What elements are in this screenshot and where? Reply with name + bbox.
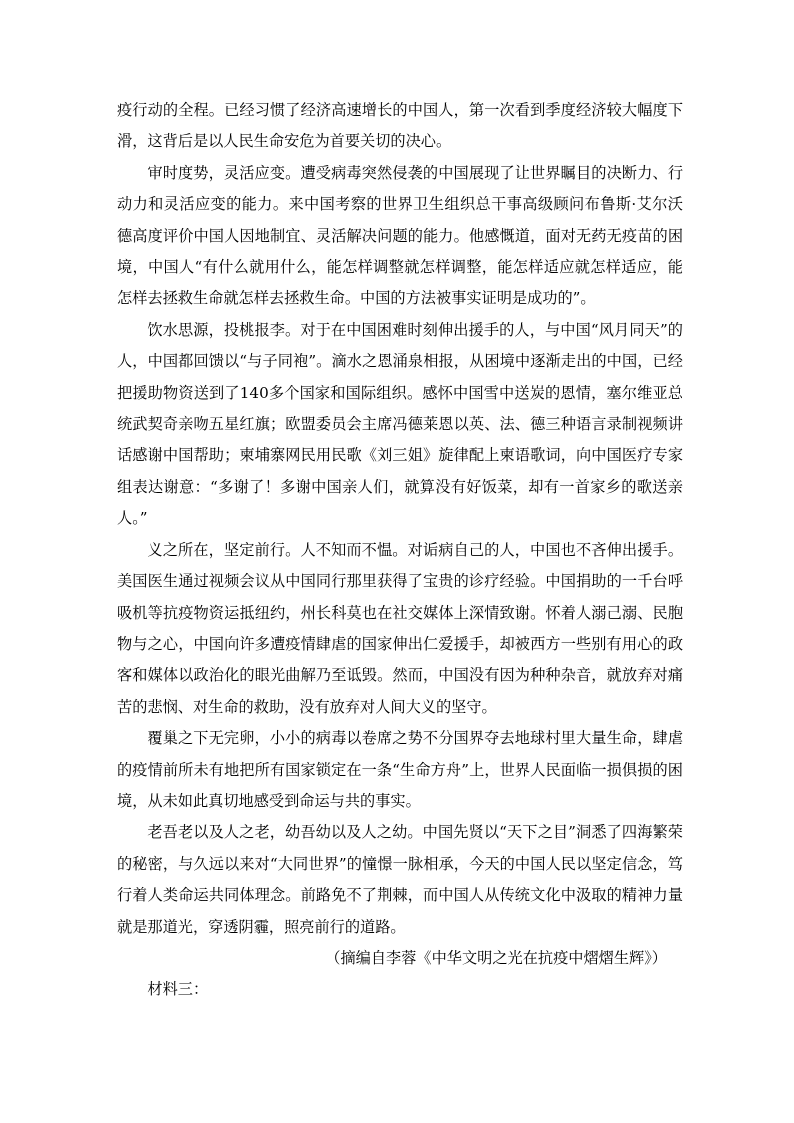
paragraph-adaptability: 审时度势，灵活应变。遭受病毒突然侵袭的中国展现了让世界瞩目的决断力、行动力和灵活应变的能力。来中国考察的世界卫生组织总干事高级顾问布鲁斯·艾尔沃德高度评价中国人因地制宜、灵活解决问题的能力。他感慨道，面对无药无疫苗的困境，中国人“有什么就用什么，能怎样调整就怎样调整，能怎样适应就怎样适应，能怎样去拯救生命就怎样去拯救生命。中国的方法被事实证明是成功的”。 (117, 163, 683, 308)
paragraph-righteousness: 义之所在，坚定前行。人不知而不愠。对诟病自己的人，中国也不吝伸出援手。美国医生通过视频会议从中国同行那里获得了宝贵的诊疗经验。中国捐助的一千台呼吸机等抗疫物资运抵纽约，州长科莫也在社交媒体上深情致谢。怀着人溺己溺、民胞物与之心，中国向许多遭疫情肆虐的国家伸出仁爱援手，却被西方一些别有用心的政客和媒体以政治化的眼光曲解乃至诋毁。然而，中国没有因为种种杂音，就放弃对痛苦的悲悯、对生命的救助，没有放弃对人间大义的坚守。 (117, 540, 683, 716)
paragraph-gratitude: 饮水思源，投桃报李。对于在中国困难时刻伸出援手的人，与中国“风月同天”的人，中国都回馈以“与子同袍”。滴水之恩涌泉相报，从困境中逐渐走出的中国，已经把援助物资送到了140多个国家和国际组织。感怀中国雪中送炭的恩情，塞尔维亚总统武契奇亲吻五星红旗；欧盟委员会主席冯德莱恩以英、法、德三种语言录制视频讲话感谢中国帮助；柬埔寨网民用民歌《刘三姐》旋律配上柬语歌词，向中国医疗专家组表达谢意：“多谢了！多谢中国亲人们，就算没有好饭菜，却有一首家乡的歌送亲人。” (117, 320, 683, 528)
material-three-label: 材料三： (147, 980, 209, 999)
paragraph-shared-destiny: 覆巢之下无完卵，小小的病毒以卷席之势不分国界夺去地球村里大量生命，肆虐的疫情前所未有地把所有国家锁定在一条“生命方舟”上，世界人民面临一损俱损的困境，从未如此真切地感受到命运与共的事实。 (117, 729, 683, 810)
paragraph-conclusion: 老吾老以及人之老，幼吾幼以及人之幼。中国先贤以“天下之目”洞悉了四海繁荣的秘密，与久远以来对“大同世界”的憧憬一脉相承，今天的中国人民以坚定信念，笃行着人类命运共同体理念。前路免不了荆棘，而中国人从传统文化中汲取的精神力量就是那道光，穿透阴霾，照亮前行的道路。 (117, 823, 683, 936)
paragraph-continuation: 疫行动的全程。已经习惯了经济高速增长的中国人，第一次看到季度经济较大幅度下滑，这背后是以人民生命安危为首要关切的决心。 (117, 101, 683, 151)
article-body (117, 95, 683, 1006)
source-citation: （摘编自李蓉《中华文明之光在抗疫中熠熠生辉》） (325, 948, 667, 967)
